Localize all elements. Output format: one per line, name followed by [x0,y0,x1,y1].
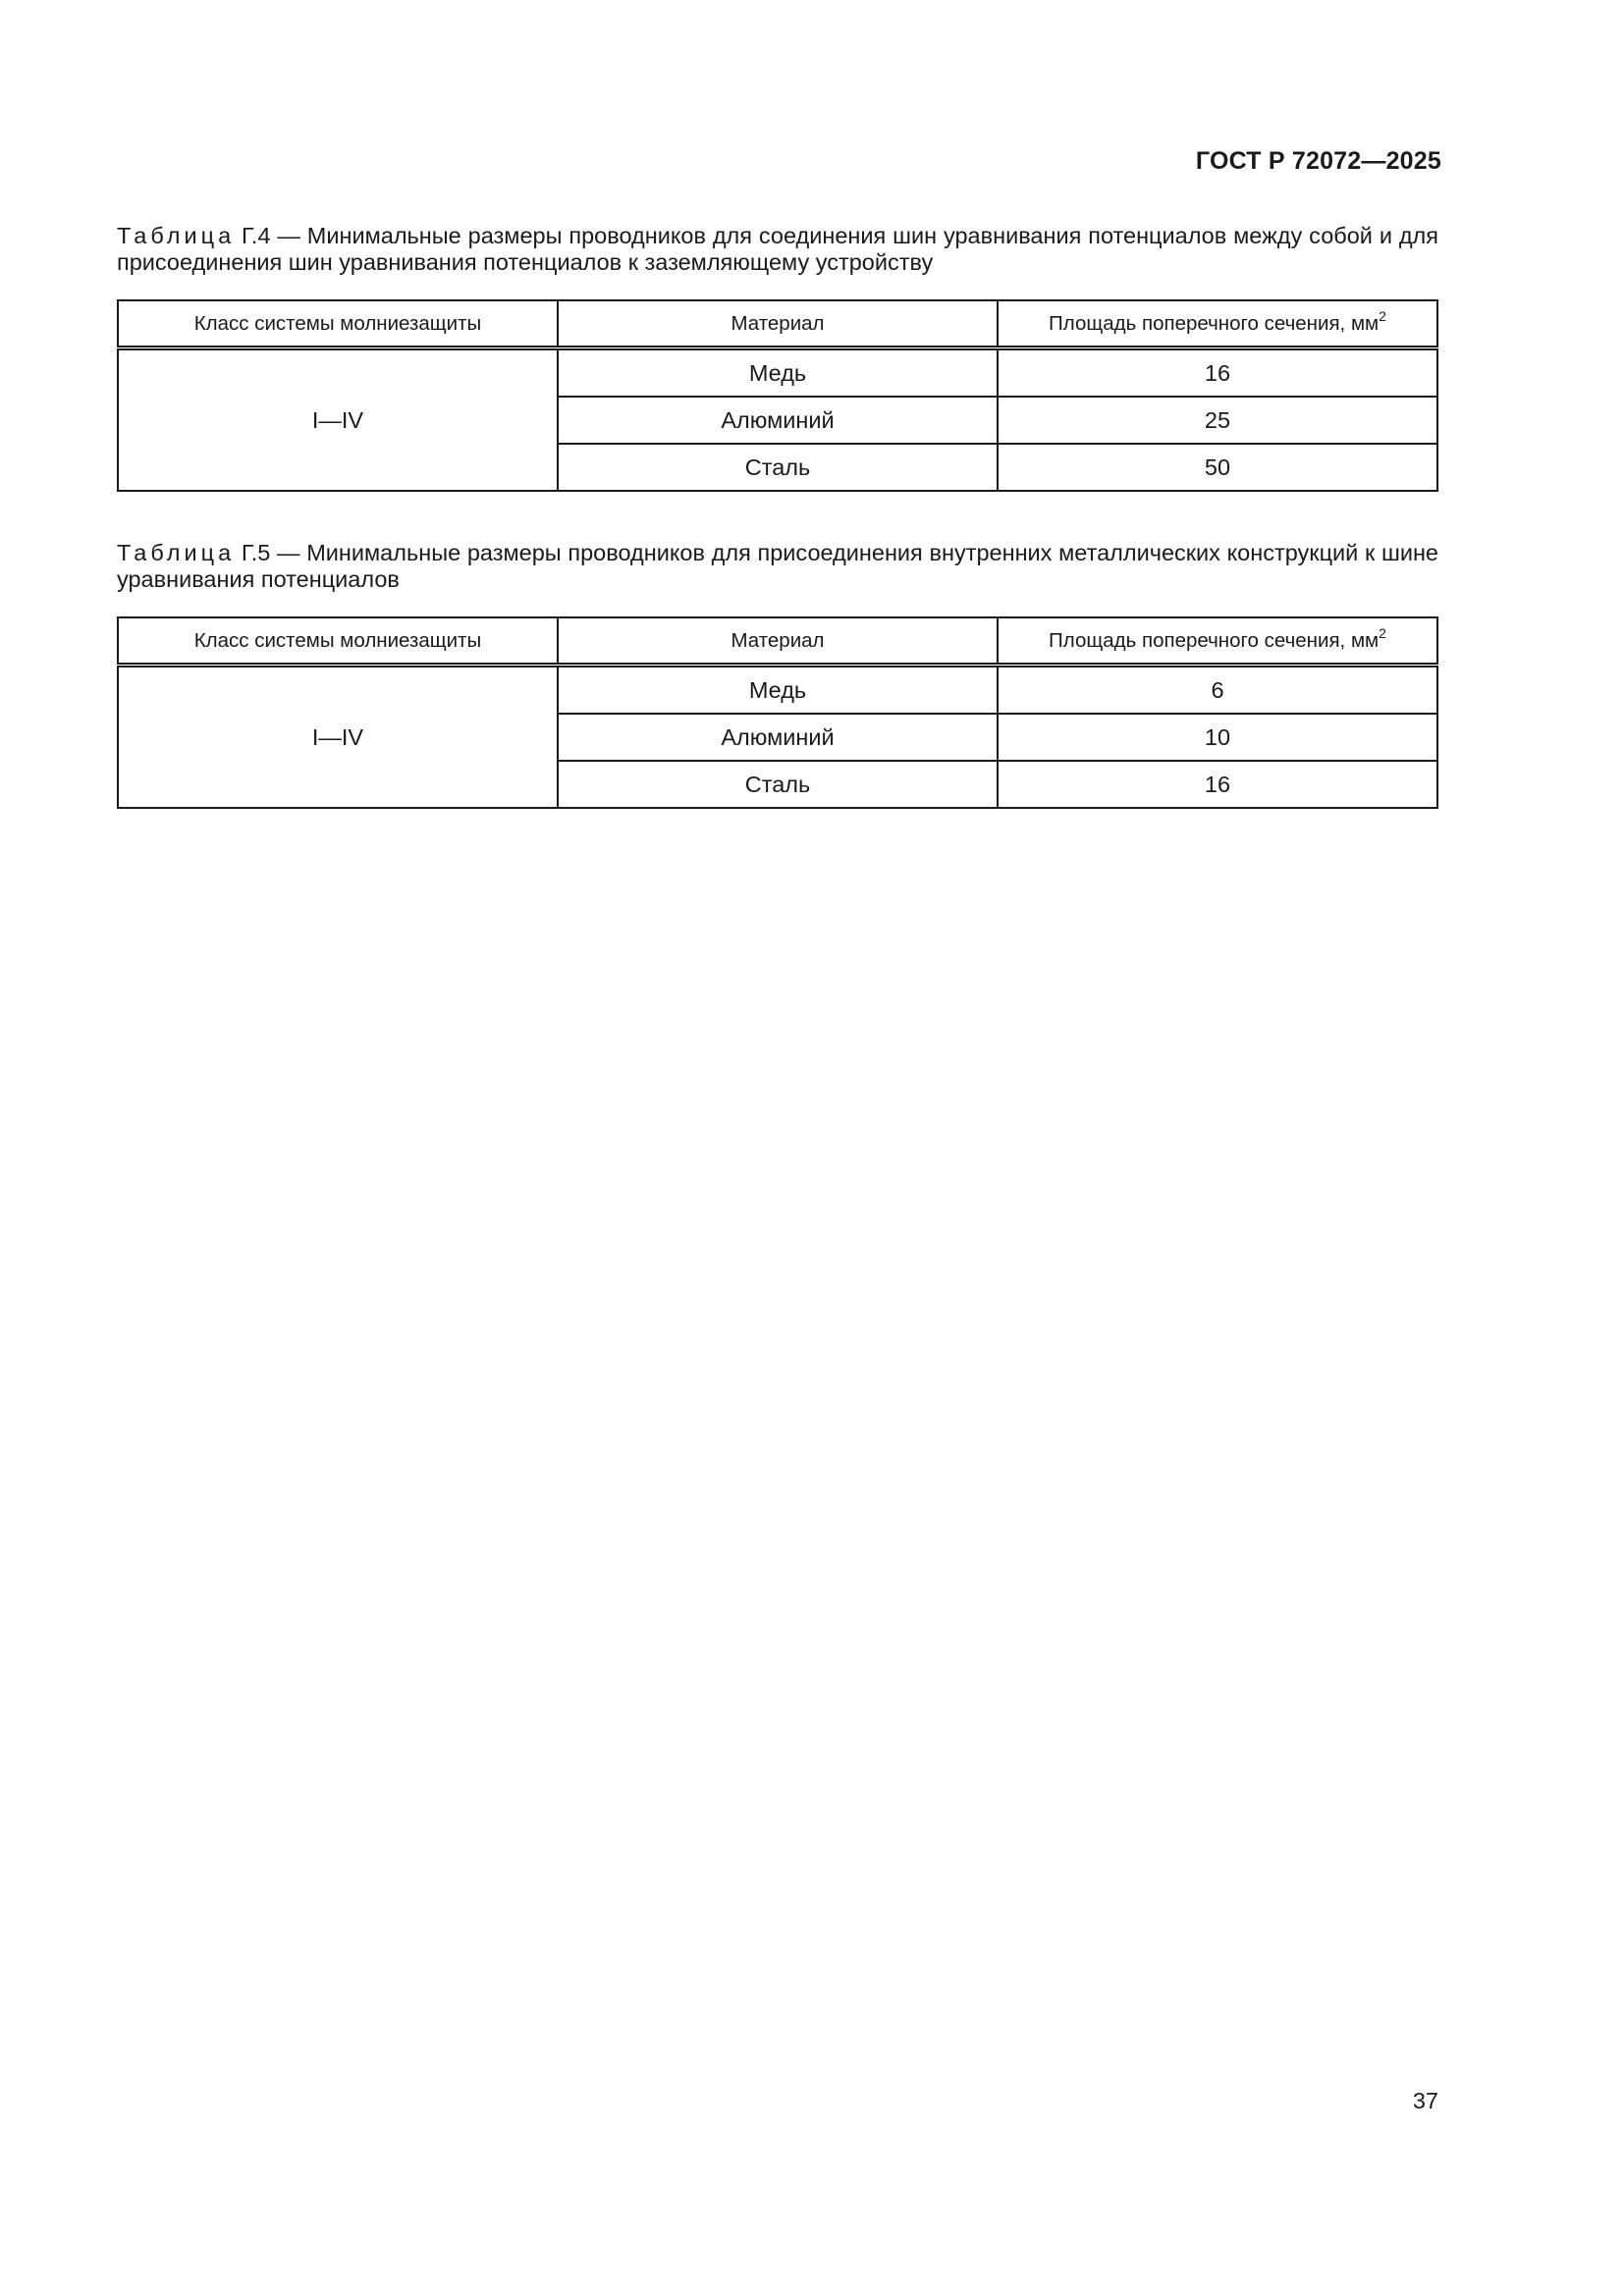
material-cell: Алюминий [558,714,998,761]
caption-text: Г.5 — Минимальные размеры проводников для присоединения внутренних металлических конструкций к шине уравнивания потенциалов [117,540,1438,592]
material-cell: Сталь [558,444,998,491]
area-cell: 6 [998,666,1437,715]
material-cell: Медь [558,666,998,715]
header-area [998,300,1437,348]
header-material: Материал [558,617,998,666]
page-number: 37 [1412,2088,1438,2113]
area-cell: 16 [998,761,1437,808]
area-cell: 10 [998,714,1437,761]
class-cell: I—IV [118,666,558,809]
area-cell: 16 [998,348,1437,398]
header-class: Класс системы молниезащиты [118,617,558,666]
header-area-superscript: 2 [1379,307,1386,324]
material-cell: Медь [558,348,998,398]
table-caption-g4 [117,223,1438,276]
caption-prefix: Таблица [117,540,236,565]
table-header-row [118,617,1437,666]
table-caption-g5 [117,540,1438,593]
header-area-label: Площадь поперечного сечения, мм [1049,311,1380,335]
table-g5 [117,616,1438,809]
table-g4 [117,299,1438,492]
table-header-row [118,300,1437,348]
table-row [118,666,1437,715]
material-cell: Алюминий [558,397,998,444]
header-area-superscript: 2 [1379,624,1386,641]
header-class: Класс системы молниезащиты [118,300,558,348]
document-header: ГОСТ Р 72072—2025 [1195,147,1441,175]
material-cell: Сталь [558,761,998,808]
header-area [998,617,1437,666]
area-cell: 50 [998,444,1437,491]
area-cell: 25 [998,397,1437,444]
caption-text: Г.4 — Минимальные размеры проводников для соединения шин уравнивания потенциалов между собой и для присоединения шин уравнивания потенциалов к заземляющему устройству [117,223,1438,275]
header-area-label: Площадь поперечного сечения, мм [1049,628,1380,652]
header-material: Материал [558,300,998,348]
table-row [118,348,1437,398]
caption-prefix: Таблица [117,223,236,248]
class-cell: I—IV [118,348,558,492]
